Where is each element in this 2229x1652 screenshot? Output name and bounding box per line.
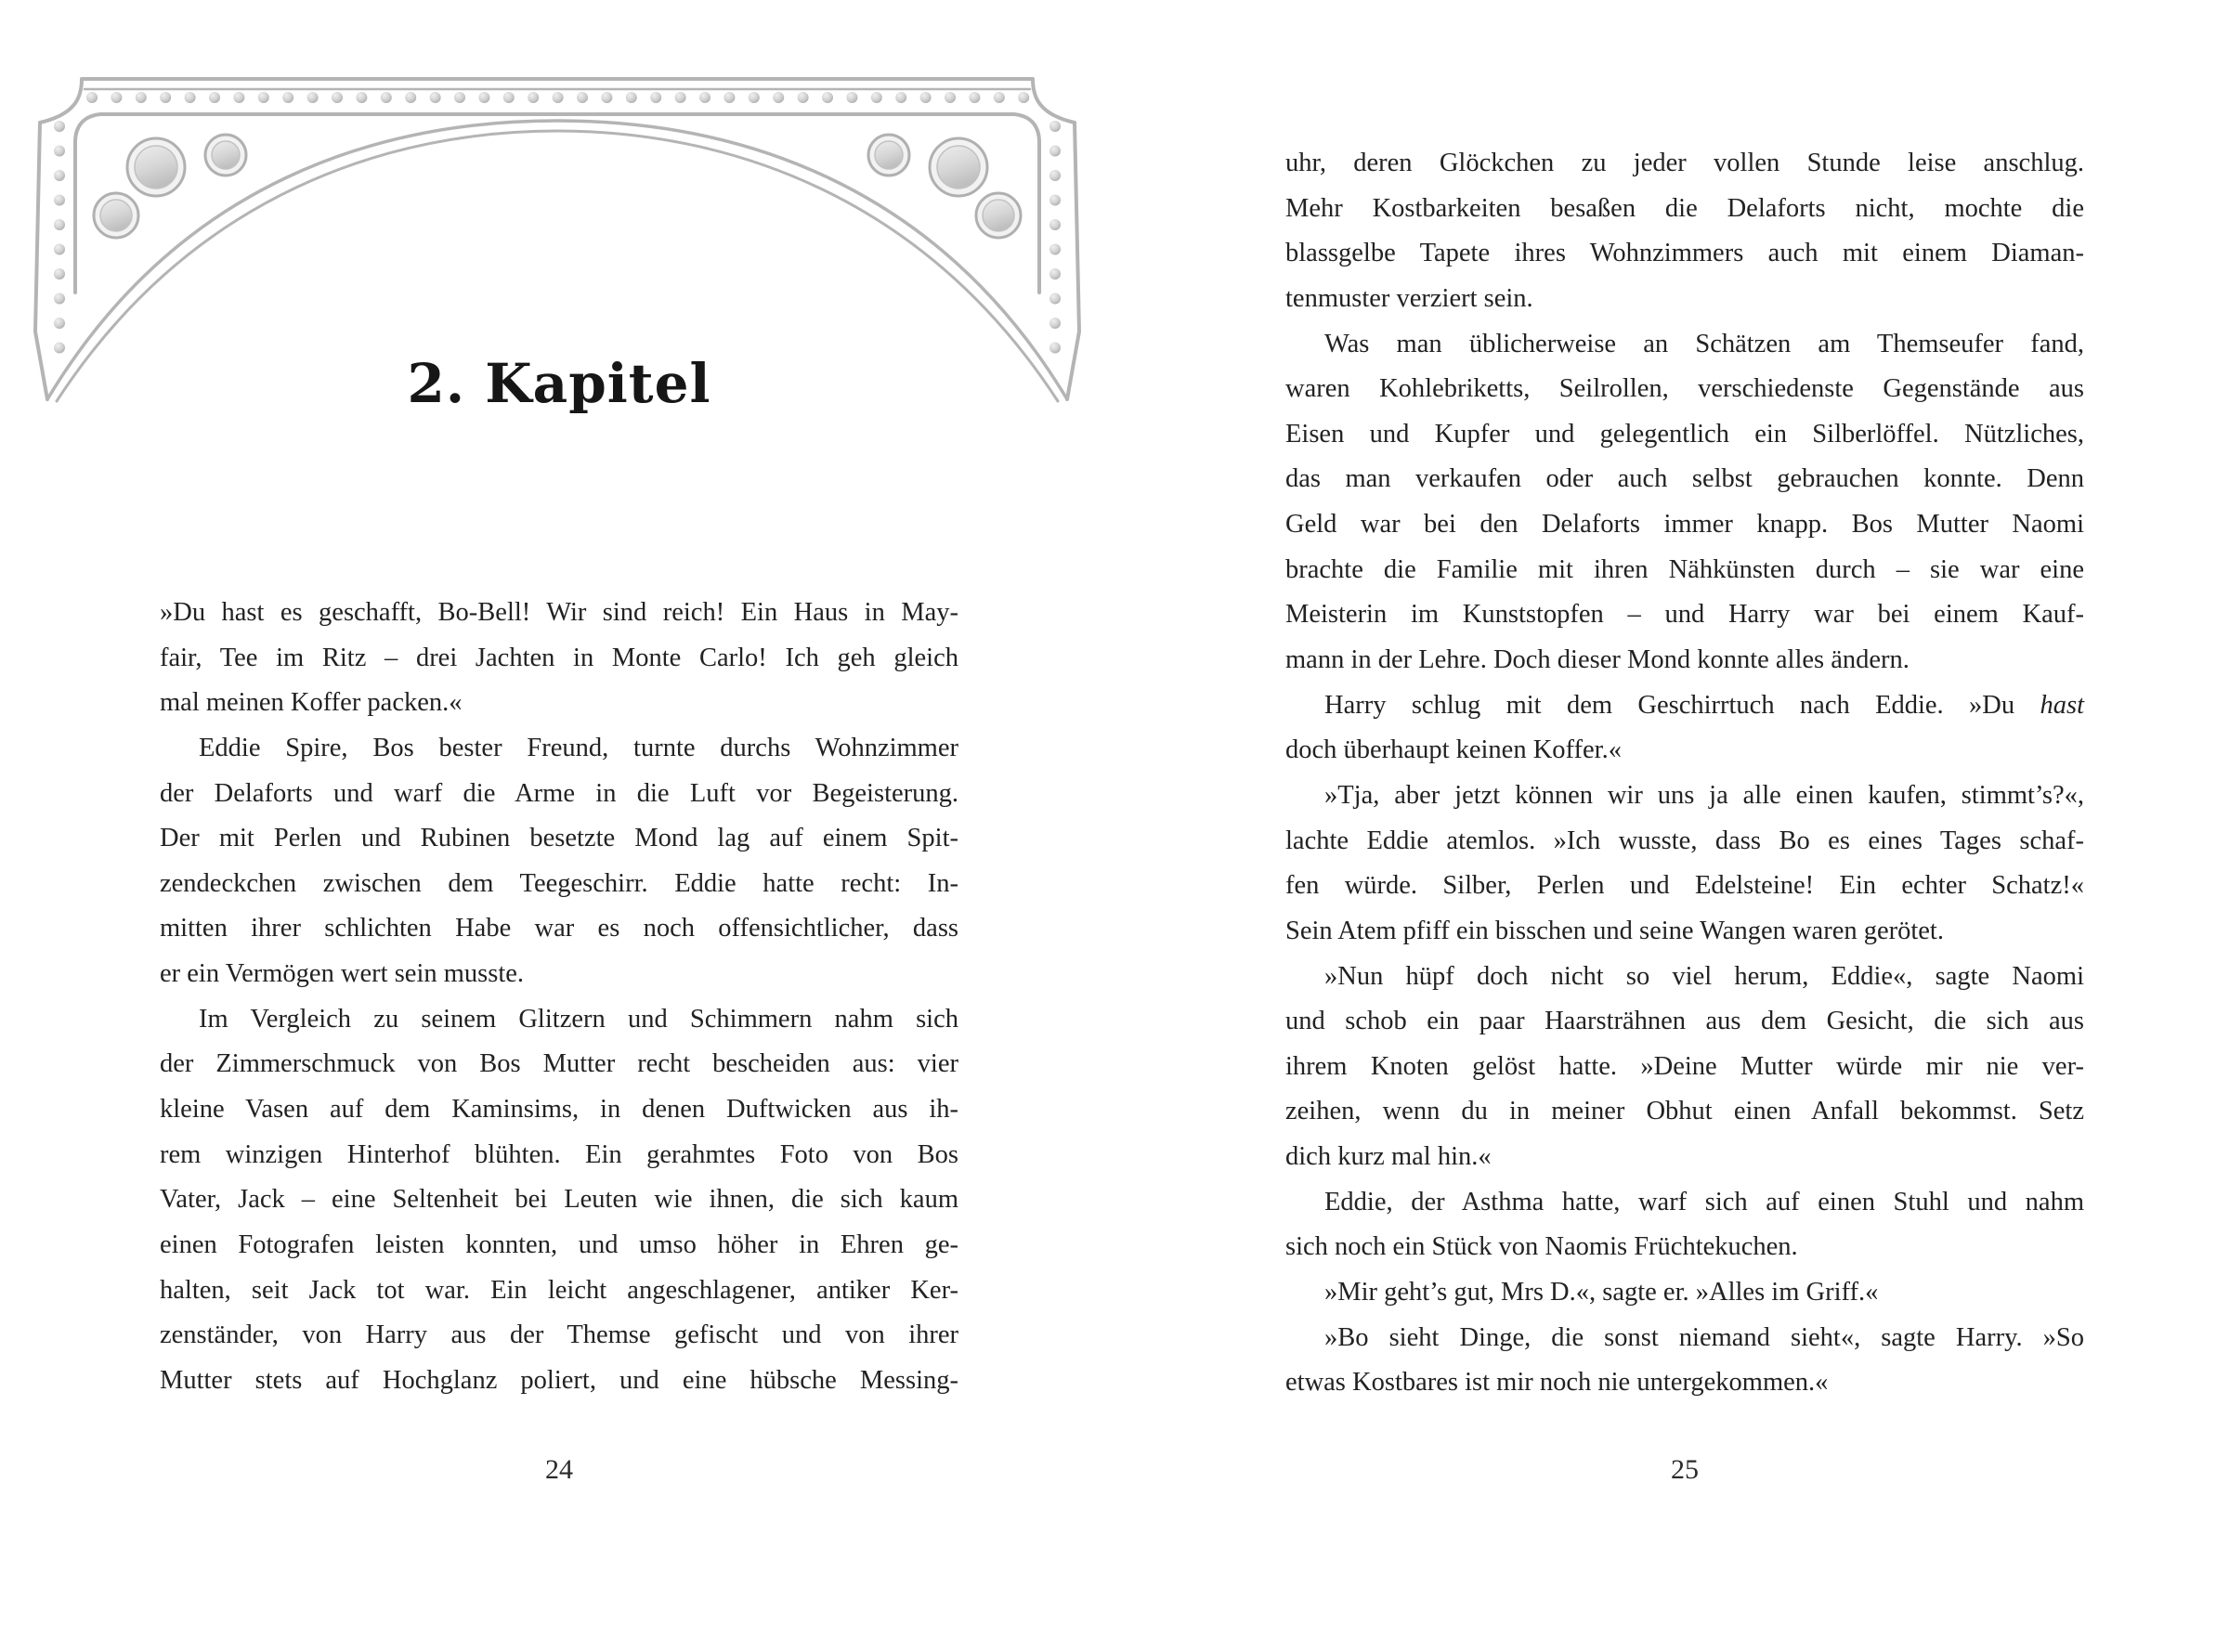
rivet-icon bbox=[1049, 170, 1061, 181]
rivet-icon bbox=[920, 92, 932, 103]
text-line: Der mit Perlen und Rubinen besetzte Mond lag auf einem Spit- bbox=[160, 824, 958, 853]
rivet-icon bbox=[405, 92, 416, 103]
text-line: einen Fotografen leisten konnten, und umso höher in Ehren ge- bbox=[160, 1229, 958, 1259]
rivet-icon bbox=[1049, 268, 1061, 280]
rivet-icon bbox=[1049, 343, 1061, 354]
rivet-icon bbox=[723, 92, 735, 103]
rivet-icon bbox=[749, 92, 760, 103]
text-line: halten, seit Jack tot war. Ein leicht angeschlagener, antiker Ker- bbox=[160, 1275, 958, 1305]
text-line: zendeckchen zwischen dem Teegeschirr. Eddie hatte recht: In- bbox=[160, 868, 958, 898]
rivet-icon bbox=[54, 293, 65, 305]
bolt-icon bbox=[868, 135, 909, 176]
rivet-icon bbox=[381, 92, 392, 103]
bolt-icon bbox=[976, 193, 1021, 238]
rivet-icon bbox=[1049, 121, 1061, 132]
text-line: Geld war bei den Delaforts immer knapp. Bos Mutter Naomi bbox=[1285, 510, 2084, 540]
rivet-icon bbox=[86, 92, 98, 103]
rivet-icon bbox=[54, 121, 65, 132]
rivet-icon bbox=[798, 92, 809, 103]
rivet-icon bbox=[553, 92, 564, 103]
text-line: Sein Atem pfiff ein bisschen und seine Wangen waren gerötet. bbox=[1285, 916, 1944, 945]
text-line: »Nun hüpf doch nicht so viel herum, Eddie«, sagte Naomi bbox=[1324, 961, 2084, 991]
rivet-icon bbox=[577, 92, 588, 103]
text-line: »Tja, aber jetzt können wir uns ja alle einen kaufen, stimmt’s?«, bbox=[1324, 780, 2084, 810]
text-line: etwas Kostbares ist mir noch nie untergekommen.« bbox=[1285, 1368, 1829, 1398]
rivet-icon bbox=[356, 92, 367, 103]
text-line: zeihen, wenn du in meiner Obhut einen Anfall bekommst. Setz bbox=[1285, 1097, 2084, 1126]
rivet-icon bbox=[185, 92, 196, 103]
text-line: »Bo sieht Dinge, die sonst niemand sieht«, sagte Harry. »So bbox=[1324, 1322, 2084, 1352]
rivet-icon bbox=[1049, 146, 1061, 157]
text-line: und schob ein paar Haarsträhnen aus dem Gesicht, die sich aus bbox=[1285, 1007, 2084, 1036]
rivet-icon bbox=[1049, 318, 1061, 329]
page-number-left: 24 bbox=[545, 1454, 573, 1485]
rivet-icon bbox=[822, 92, 833, 103]
rivet-icon bbox=[54, 195, 65, 206]
rivet-icon bbox=[1049, 195, 1061, 206]
text-line: »Mir geht’s gut, Mrs D.«, sagte er. »Alles im Griff.« bbox=[1324, 1278, 1879, 1307]
right-page bbox=[1114, 0, 2229, 1652]
rivet-icon bbox=[136, 92, 147, 103]
text-line: ihrem Knoten gelöst hatte. »Deine Mutter würde mir nie ver- bbox=[1285, 1051, 2084, 1081]
text-line: das man verkaufen oder auch selbst gebrauchen konnte. Denn bbox=[1285, 464, 2084, 494]
rivet-icon bbox=[209, 92, 220, 103]
rivet-icon bbox=[846, 92, 857, 103]
rivet-icon bbox=[601, 92, 612, 103]
text-line: Eddie Spire, Bos bester Freund, turnte durchs Wohnzimmer bbox=[199, 733, 958, 762]
rivet-icon bbox=[478, 92, 489, 103]
text-line: Vater, Jack – eine Seltenheit bei Leuten wie ihnen, die sich kaum bbox=[160, 1185, 958, 1215]
rivet-icon bbox=[282, 92, 293, 103]
rivet-icon bbox=[871, 92, 882, 103]
text-line: fair, Tee im Ritz – drei Jachten in Monte Carlo! Ich geh gleich bbox=[160, 643, 958, 672]
rivet-icon bbox=[1018, 92, 1029, 103]
rivet-icon bbox=[54, 343, 65, 354]
text-line: blassgelbe Tapete ihres Wohnzimmers auch mit einem Diaman- bbox=[1285, 239, 2084, 268]
text-line: Eisen und Kupfer und gelegentlich ein Silberlöffel. Nützliches, bbox=[1285, 419, 2084, 449]
text-line: Mutter stets auf Hochglanz poliert, und eine hübsche Messing- bbox=[160, 1365, 958, 1395]
rivet-icon bbox=[430, 92, 441, 103]
rivet-icon bbox=[1049, 244, 1061, 255]
rivet-icon bbox=[994, 92, 1005, 103]
rivet-icon bbox=[160, 92, 171, 103]
text-segment: Harry schlug mit dem Geschirrtuch nach Eddie. »Du bbox=[1324, 690, 2040, 720]
rivet-icon bbox=[258, 92, 269, 103]
text-line: Meisterin im Kunststopfen – und Harry war bei einem Kauf- bbox=[1285, 600, 2084, 630]
rivet-icon bbox=[54, 268, 65, 280]
rivet-icon bbox=[945, 92, 956, 103]
bolt-icon bbox=[127, 138, 185, 196]
rivet-icon bbox=[54, 318, 65, 329]
text-line: »Du hast es geschafft, Bo-Bell! Wir sind reich! Ein Haus in May- bbox=[160, 598, 958, 627]
text-line: doch überhaupt keinen Koffer.« bbox=[1285, 735, 1622, 765]
left-page-text bbox=[160, 591, 958, 1404]
rivet-icon bbox=[1049, 293, 1061, 305]
rivet-icon bbox=[773, 92, 784, 103]
rivet-icon bbox=[1049, 219, 1061, 230]
rivet-icon bbox=[111, 92, 122, 103]
rivet-icon bbox=[528, 92, 539, 103]
text-line: rem winzigen Hinterhof blühten. Ein gerahmtes Foto von Bos bbox=[160, 1139, 958, 1169]
left-page bbox=[0, 0, 1114, 1652]
text-line: der Zimmerschmuck von Bos Mutter recht bescheiden aus: vier bbox=[160, 1049, 958, 1079]
rivet-icon bbox=[503, 92, 515, 103]
text-line: kleine Vasen auf dem Kaminsims, in denen Duftwicken aus ih- bbox=[160, 1095, 958, 1125]
text-line: mal meinen Koffer packen.« bbox=[160, 688, 463, 718]
rivet-icon bbox=[969, 92, 980, 103]
rivet-icon bbox=[332, 92, 343, 103]
rivet-icon bbox=[54, 219, 65, 230]
text-line: mitten ihrer schlichten Habe war es noch offensichtlicher, dass bbox=[160, 914, 958, 943]
emphasized-word: hast bbox=[2040, 690, 2084, 720]
rivet-icon bbox=[675, 92, 686, 103]
bolt-icon bbox=[205, 135, 246, 176]
text-line: uhr, deren Glöckchen zu jeder vollen Stunde leise anschlug. bbox=[1285, 149, 2084, 177]
text-line: Mehr Kostbarkeiten besaßen die Delaforts nicht, mochte die bbox=[1285, 193, 2084, 223]
text-line: zenständer, von Harry aus der Themse gefischt und von ihrer bbox=[160, 1320, 958, 1350]
rivet-icon bbox=[54, 244, 65, 255]
rivet-icon bbox=[699, 92, 710, 103]
text-line: waren Kohlebriketts, Seilrollen, verschiedenste Gegenstände aus bbox=[1285, 374, 2084, 404]
text-line: Was man üblicherweise an Schätzen am Themseufer fand, bbox=[1324, 329, 2084, 358]
rivet-icon bbox=[895, 92, 906, 103]
chapter-title: 2. Kapitel bbox=[407, 352, 711, 415]
rivet-icon bbox=[54, 170, 65, 181]
text-line: Eddie, der Asthma hatte, warf sich auf einen Stuhl und nahm bbox=[1324, 1187, 2084, 1216]
text-line: Im Vergleich zu seinem Glitzern und Schimmern nahm sich bbox=[199, 1004, 958, 1034]
text-line: mann in der Lehre. Doch dieser Mond konnte alles ändern. bbox=[1285, 645, 1910, 675]
bolt-icon bbox=[930, 138, 987, 196]
rivet-icon bbox=[307, 92, 319, 103]
rivet-icon bbox=[626, 92, 637, 103]
text-line: lachte Eddie atemlos. »Ich wusste, dass Bo es eines Tages schaf- bbox=[1285, 826, 2084, 855]
text-line: sich noch ein Stück von Naomis Früchtekuchen. bbox=[1285, 1232, 1798, 1262]
text-line: tenmuster verziert sein. bbox=[1285, 283, 1533, 313]
text-line: dich kurz mal hin.« bbox=[1285, 1142, 1492, 1172]
text-line: der Delaforts und warf die Arme in die Luft vor Begeisterung. bbox=[160, 778, 958, 808]
bolt-icon bbox=[94, 193, 138, 238]
rivet-icon bbox=[454, 92, 465, 103]
rivet-icon bbox=[233, 92, 244, 103]
text-line bbox=[1285, 683, 2084, 729]
page-number-right: 25 bbox=[1671, 1454, 1699, 1485]
text-line: fen würde. Silber, Perlen und Edelsteine! Ein echter Schatz!« bbox=[1285, 871, 2084, 901]
rivet-icon bbox=[54, 146, 65, 157]
text-line: brachte die Familie mit ihren Nähkünsten durch – sie war eine bbox=[1285, 554, 2084, 584]
rivet-icon bbox=[650, 92, 661, 103]
text-line: er ein Vermögen wert sein musste. bbox=[160, 959, 525, 989]
right-page-text bbox=[1285, 141, 2084, 1406]
